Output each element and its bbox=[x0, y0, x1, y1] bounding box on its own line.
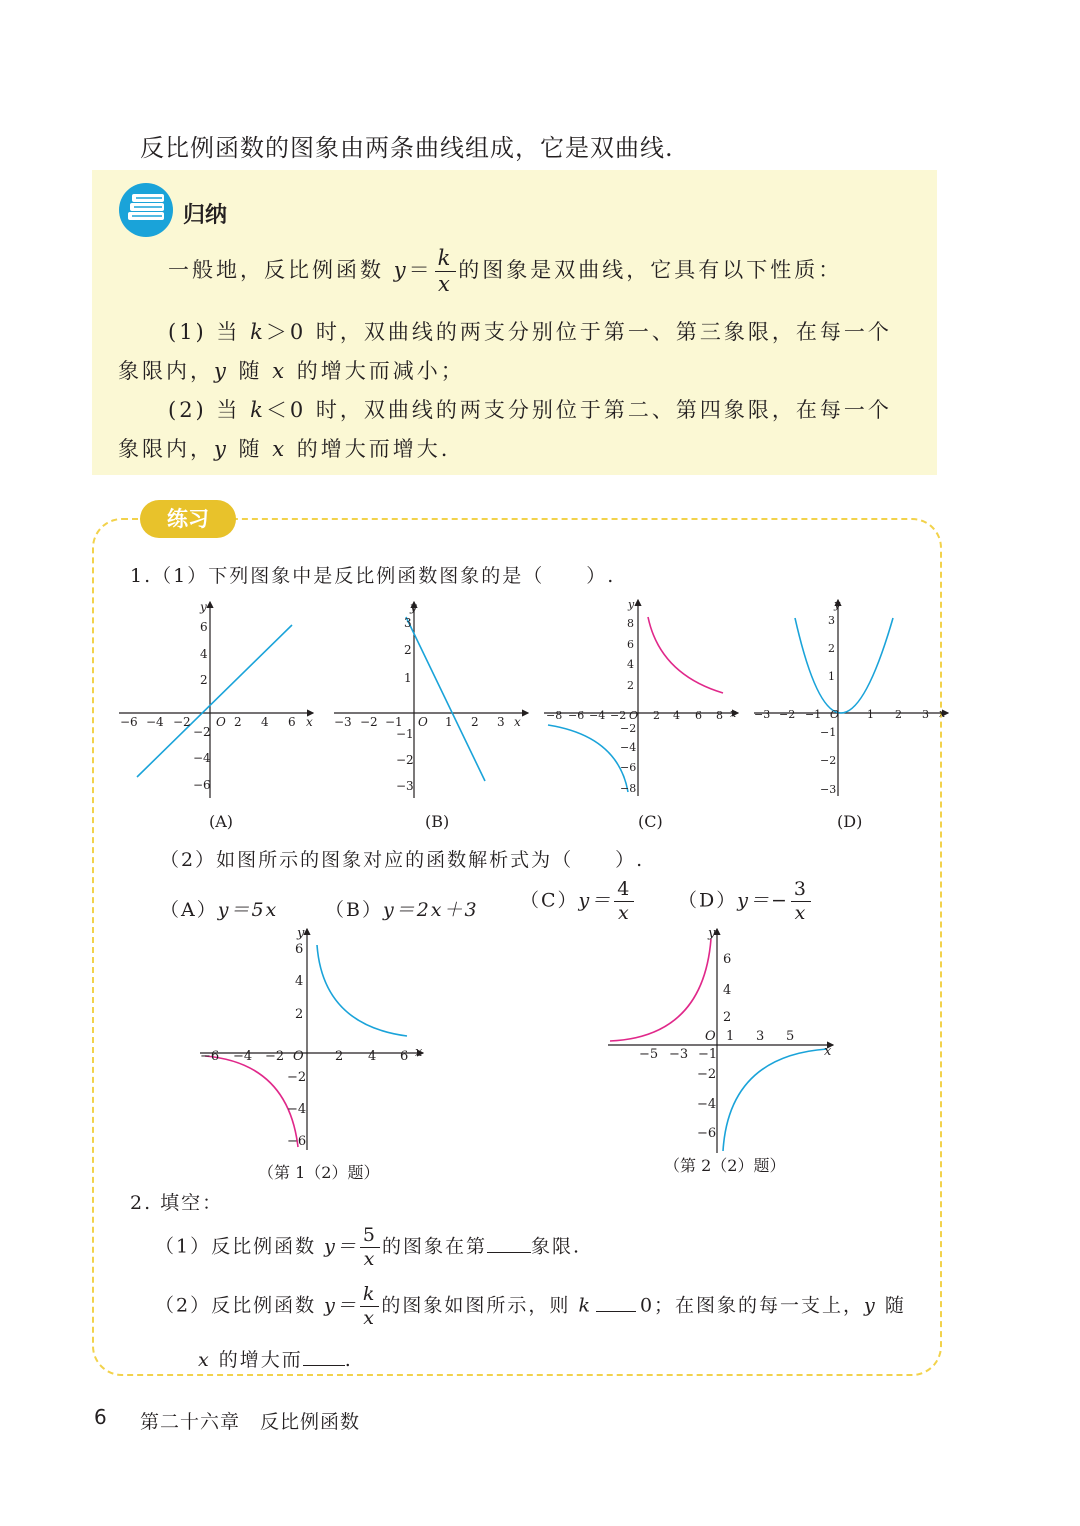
svg-text:2: 2 bbox=[627, 679, 634, 692]
svg-text:4: 4 bbox=[723, 983, 732, 998]
svg-text:−2: −2 bbox=[265, 1049, 285, 1064]
svg-text:2: 2 bbox=[723, 1010, 732, 1025]
svg-text:−6: −6 bbox=[200, 1049, 220, 1064]
svg-text:−2: −2 bbox=[779, 708, 796, 721]
math-equals: ＝ bbox=[408, 258, 433, 282]
svg-text:2: 2 bbox=[828, 642, 835, 655]
svg-text:−6: −6 bbox=[697, 1126, 717, 1141]
hyperbola-branch-q2 bbox=[610, 939, 711, 1041]
question-2-1 bbox=[155, 1226, 581, 1269]
frac-num: 5 bbox=[360, 1226, 380, 1248]
option-d-lhs: y＝− bbox=[737, 889, 789, 912]
math-y: y bbox=[393, 258, 409, 282]
svg-text:6: 6 bbox=[200, 620, 208, 634]
option-c-fraction bbox=[614, 880, 634, 923]
frac-num: 4 bbox=[614, 880, 634, 902]
svg-text:x: x bbox=[514, 715, 521, 729]
svg-text:2: 2 bbox=[335, 1049, 344, 1064]
svg-text:5: 5 bbox=[786, 1029, 795, 1044]
svg-text:−6: −6 bbox=[120, 715, 138, 729]
svg-text:2: 2 bbox=[653, 709, 660, 722]
svg-text:O: O bbox=[418, 715, 428, 729]
q2-1-mid: 的图象在第 bbox=[381, 1235, 487, 1258]
svg-text:6: 6 bbox=[288, 715, 296, 729]
property-2-line-1 bbox=[168, 394, 892, 424]
line-graph bbox=[137, 625, 292, 777]
option-b bbox=[325, 895, 479, 922]
svg-text:−2: −2 bbox=[193, 725, 211, 739]
svg-text:−1: −1 bbox=[805, 708, 822, 721]
math-k: k bbox=[250, 320, 266, 344]
property-1-line-2 bbox=[118, 355, 465, 385]
parabola bbox=[795, 618, 893, 713]
graph-label-b: (B) bbox=[425, 812, 450, 831]
svg-text:−4: −4 bbox=[589, 709, 606, 722]
graph-a bbox=[115, 598, 320, 803]
svg-text:−3: −3 bbox=[334, 715, 352, 729]
answer-blank-quadrant[interactable] bbox=[487, 1252, 531, 1253]
svg-text:O: O bbox=[830, 708, 840, 721]
svg-text:x: x bbox=[824, 1044, 832, 1059]
svg-text:−4: −4 bbox=[287, 1102, 307, 1117]
svg-text:−2: −2 bbox=[360, 715, 378, 729]
svg-text:8: 8 bbox=[716, 709, 723, 722]
caption-question-2-2: （第 2（2）题） bbox=[664, 1156, 786, 1175]
svg-text:O: O bbox=[216, 715, 226, 729]
svg-text:x: x bbox=[306, 715, 313, 729]
summary-line-1-prefix: 一般地，反比例函数 bbox=[168, 258, 394, 282]
svg-text:4: 4 bbox=[261, 715, 269, 729]
svg-text:3: 3 bbox=[922, 708, 929, 721]
q2-2-period: . bbox=[344, 1349, 353, 1371]
svg-text:3: 3 bbox=[828, 614, 835, 627]
graph-label-a: (A) bbox=[209, 812, 234, 831]
math-y: y bbox=[214, 437, 229, 461]
hyperbola-branch-q1 bbox=[648, 617, 723, 693]
question-2-2-line-1 bbox=[155, 1285, 906, 1328]
svg-text:1: 1 bbox=[867, 708, 874, 721]
svg-text:2: 2 bbox=[200, 673, 208, 687]
question-2: 2. 填空： bbox=[130, 1192, 224, 1214]
p2-lead: (2) 当 bbox=[168, 398, 251, 422]
svg-text:−2: −2 bbox=[620, 722, 637, 735]
svg-text:4: 4 bbox=[673, 709, 680, 722]
math-k: k bbox=[250, 398, 266, 422]
answer-blank-sign[interactable] bbox=[596, 1311, 636, 1312]
summary-line-1 bbox=[168, 248, 842, 295]
svg-text:2: 2 bbox=[295, 1007, 304, 1022]
math-y: y bbox=[864, 1294, 877, 1317]
option-a-expr: y＝5x bbox=[217, 899, 279, 921]
svg-text:−4: −4 bbox=[233, 1049, 253, 1064]
graph-d bbox=[750, 596, 955, 801]
practice-tab: 练习 bbox=[140, 500, 236, 538]
frac-num: k bbox=[360, 1285, 380, 1307]
graph-label-c: (C) bbox=[638, 812, 663, 831]
option-d bbox=[678, 880, 813, 923]
option-b-expr: y＝2x＋3 bbox=[382, 899, 479, 921]
svg-text:−3: −3 bbox=[754, 708, 771, 721]
svg-text:−3: −3 bbox=[820, 783, 837, 796]
svg-text:−6: −6 bbox=[620, 761, 637, 774]
intro-text: 反比例函数的图象由两条曲线组成，它是双曲线. bbox=[140, 134, 674, 162]
svg-text:2: 2 bbox=[404, 643, 412, 657]
svg-text:−2: −2 bbox=[610, 709, 627, 722]
frac-den: x bbox=[363, 1307, 376, 1329]
option-a bbox=[160, 895, 278, 922]
property-1-line-1 bbox=[168, 316, 892, 346]
q2-1-end: 象限. bbox=[530, 1235, 582, 1258]
svg-text:1: 1 bbox=[404, 671, 412, 685]
p2-cond: ＜0 时，双曲线的两支分别位于第二、第四象限，在每一个 bbox=[265, 398, 892, 422]
question-2-2-line-2 bbox=[198, 1345, 353, 1372]
question-1-1: 1.（1）下列图象中是反比例函数图象的是（ ）. bbox=[130, 565, 616, 587]
svg-text:3: 3 bbox=[756, 1029, 765, 1044]
p1-c: 随 bbox=[228, 359, 273, 383]
option-d-label: （D） bbox=[678, 889, 738, 912]
frac-den: x bbox=[363, 1248, 377, 1270]
svg-text:3: 3 bbox=[497, 715, 505, 729]
svg-text:−4: −4 bbox=[697, 1097, 717, 1112]
svg-text:−8: −8 bbox=[546, 709, 563, 722]
svg-text:6: 6 bbox=[695, 709, 702, 722]
q2-2-sui: 随 bbox=[876, 1294, 906, 1317]
p2-b: 象限内， bbox=[118, 437, 214, 461]
svg-text:−6: −6 bbox=[568, 709, 585, 722]
q2-2-line2: 的增大而 bbox=[210, 1349, 303, 1371]
svg-text:4: 4 bbox=[295, 974, 304, 989]
svg-text:−1: −1 bbox=[820, 726, 837, 739]
svg-text:−2: −2 bbox=[396, 753, 414, 767]
svg-text:1: 1 bbox=[445, 715, 453, 729]
hyperbola-branch-q3 bbox=[205, 1056, 298, 1147]
svg-text:O: O bbox=[293, 1049, 304, 1064]
math-k: k bbox=[578, 1294, 592, 1317]
fraction-k-over-x bbox=[360, 1285, 380, 1328]
option-d-fraction bbox=[791, 880, 811, 923]
math-y: y bbox=[214, 359, 229, 383]
svg-text:4: 4 bbox=[200, 647, 208, 661]
svg-text:2: 2 bbox=[234, 715, 242, 729]
math-x: x bbox=[272, 359, 288, 383]
option-b-label: （B） bbox=[325, 899, 383, 921]
graph-c bbox=[540, 596, 745, 801]
p1-b: 象限内， bbox=[118, 359, 214, 383]
figure-question-1-2 bbox=[195, 925, 435, 1155]
svg-text:6: 6 bbox=[295, 942, 304, 957]
svg-text:−4: −4 bbox=[146, 715, 164, 729]
option-a-label: （A） bbox=[160, 899, 218, 921]
svg-text:y: y bbox=[410, 600, 417, 614]
p2-d: 的增大而增大. bbox=[287, 437, 451, 461]
svg-text:y: y bbox=[297, 926, 305, 941]
math-x: x bbox=[272, 437, 288, 461]
svg-text:6: 6 bbox=[627, 638, 634, 651]
p1-lead: (1) 当 bbox=[168, 320, 251, 344]
q2-1-lead: （1）反比例函数 bbox=[155, 1235, 325, 1258]
caption-question-1-2: （第 1（2）题） bbox=[258, 1163, 380, 1182]
summary-title: 归纳 bbox=[183, 203, 228, 228]
svg-text:x: x bbox=[730, 707, 737, 720]
math-y-eq: y＝ bbox=[324, 1235, 358, 1258]
option-c-label: （C） bbox=[520, 889, 579, 912]
book-stack-icon bbox=[118, 182, 174, 238]
fraction-k-over-x bbox=[435, 248, 457, 295]
svg-text:−2: −2 bbox=[173, 715, 191, 729]
graph-b bbox=[330, 598, 535, 803]
p2-c: 随 bbox=[228, 437, 273, 461]
page-number: 6 bbox=[94, 1405, 107, 1429]
svg-text:8: 8 bbox=[627, 617, 634, 630]
frac-den: x bbox=[794, 902, 808, 924]
svg-text:x: x bbox=[939, 707, 946, 720]
answer-blank-trend[interactable] bbox=[303, 1365, 345, 1366]
svg-text:6: 6 bbox=[723, 952, 732, 967]
svg-text:O: O bbox=[705, 1029, 716, 1044]
svg-text:4: 4 bbox=[368, 1049, 377, 1064]
svg-text:4: 4 bbox=[627, 658, 634, 671]
q2-2-after: 0；在图象的每一支上， bbox=[639, 1294, 865, 1317]
line-graph bbox=[406, 617, 485, 781]
svg-text:1: 1 bbox=[726, 1029, 735, 1044]
svg-text:y: y bbox=[200, 600, 207, 614]
frac-num: k bbox=[435, 248, 457, 272]
option-c-lhs: y＝ bbox=[578, 889, 613, 912]
math-x: x bbox=[198, 1349, 211, 1371]
svg-text:3: 3 bbox=[404, 616, 412, 630]
chapter-title: 第二十六章 反比例函数 bbox=[140, 1411, 361, 1433]
property-2-line-2 bbox=[118, 433, 450, 463]
p1-d: 的增大而减小； bbox=[287, 359, 465, 383]
hyperbola-branch-q4 bbox=[723, 1049, 827, 1151]
svg-text:y: y bbox=[628, 598, 635, 611]
svg-text:−2: −2 bbox=[287, 1070, 307, 1085]
svg-text:−3: −3 bbox=[669, 1047, 689, 1062]
summary-line-1-suffix: 的图象是双曲线，它具有以下性质： bbox=[458, 258, 843, 282]
frac-den: x bbox=[438, 272, 453, 296]
frac-num: 3 bbox=[791, 880, 811, 902]
svg-text:6: 6 bbox=[400, 1049, 409, 1064]
svg-text:−1: −1 bbox=[698, 1047, 718, 1062]
frac-den: x bbox=[617, 902, 631, 924]
graph-label-d: (D) bbox=[837, 812, 863, 831]
svg-text:−5: −5 bbox=[639, 1047, 659, 1062]
q2-2-mid: 的图象如图所示，则 bbox=[381, 1294, 579, 1317]
question-1-2: （2）如图所示的图象对应的函数解析式为（ ）. bbox=[160, 849, 645, 871]
svg-text:2: 2 bbox=[471, 715, 479, 729]
hyperbola-branch-q1 bbox=[317, 945, 407, 1036]
svg-text:−1: −1 bbox=[396, 727, 414, 741]
svg-text:2: 2 bbox=[895, 708, 902, 721]
option-c bbox=[520, 880, 636, 923]
figure-question-2-2 bbox=[605, 925, 840, 1155]
svg-text:y: y bbox=[708, 926, 716, 941]
q2-2-lead: （2）反比例函数 bbox=[155, 1294, 325, 1317]
svg-text:−8: −8 bbox=[620, 782, 637, 795]
svg-text:−4: −4 bbox=[620, 741, 637, 754]
math-y-eq: y＝ bbox=[324, 1294, 358, 1317]
svg-text:x: x bbox=[415, 1045, 423, 1060]
svg-text:−2: −2 bbox=[820, 754, 837, 767]
svg-text:O: O bbox=[629, 709, 639, 722]
svg-text:−6: −6 bbox=[287, 1134, 307, 1149]
svg-text:y: y bbox=[834, 598, 841, 611]
p1-cond: ＞0 时，双曲线的两支分别位于第一、第三象限，在每一个 bbox=[265, 320, 892, 344]
fraction-5-over-x bbox=[360, 1226, 380, 1269]
hyperbola-branch-q3 bbox=[548, 725, 628, 792]
svg-text:−6: −6 bbox=[193, 778, 211, 792]
svg-text:−2: −2 bbox=[697, 1067, 717, 1082]
svg-text:−1: −1 bbox=[385, 715, 403, 729]
svg-text:−4: −4 bbox=[193, 751, 211, 765]
svg-text:−3: −3 bbox=[396, 779, 414, 793]
svg-text:1: 1 bbox=[828, 670, 835, 683]
